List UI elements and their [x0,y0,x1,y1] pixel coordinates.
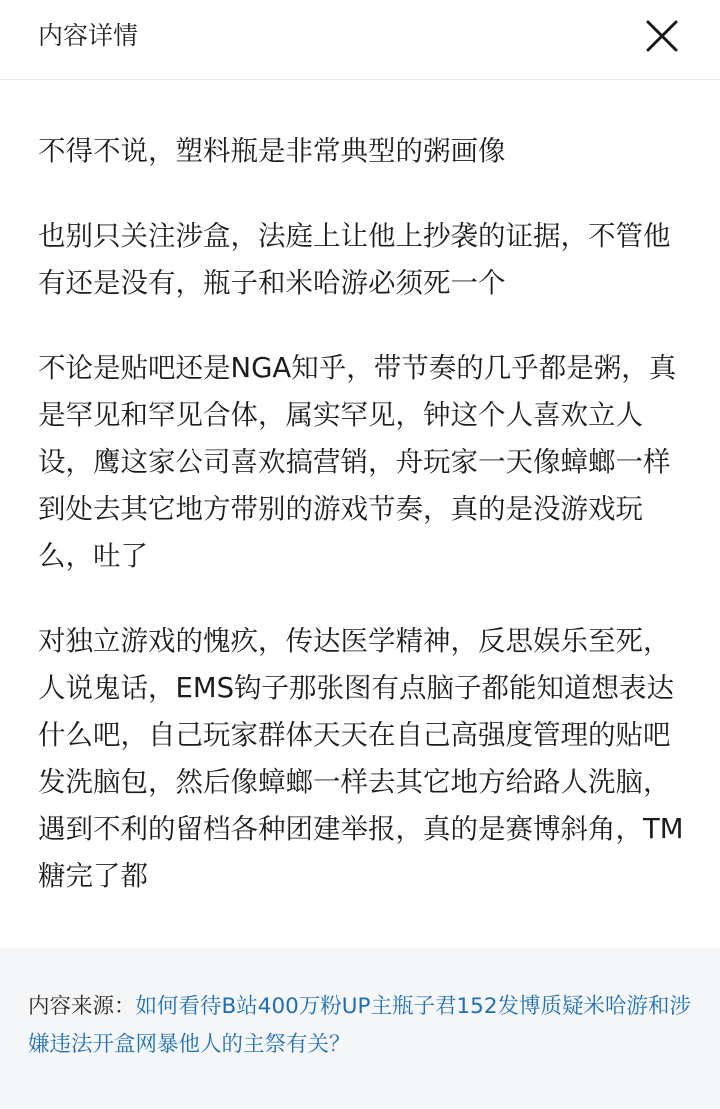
paragraph-1: 不得不说，塑料瓶是非常典型的粥画像 [38,135,506,167]
source-question-link[interactable]: 如何看待B站400万粉UP主瓶子君152发博质疑米哈游和涉嫌违法开盒网暴他人的主祭有关？ [28,994,692,1057]
article-body [38,128,688,938]
paragraph-3: 不论是贴吧还是NGA知乎，带节奏的几乎都是粥，真是罕见和罕见合体，属实罕见，钟这个人喜欢立人设，鹰这家公司喜欢搞营销，舟玩家一天像蟑螂一样到处去其它地方带别的游戏节奏，真的是没游戏玩么，吐了 [38,352,677,572]
close-icon [640,14,684,58]
header-bar [0,0,720,80]
paragraph-2: 也别只关注涉盒，法庭上让他上抄袭的证据，不管他有还是没有，瓶子和米哈游必须死一个 [38,220,671,299]
page-title: 内容详情 [38,21,139,50]
source-label: 内容来源： [28,994,136,1019]
paragraph-4: 对独立游戏的愧疚，传达医学精神，反思娱乐至死，人说鬼话，EMS钩子那张图有点脑子都能知道想表达什么吧，自己玩家群体天天在自己高强度管理的贴吧发洗脑包，然后像蟑螂一样去其它地方给路人洗脑，遇到不利的留档各种团建举报，真的是赛博斜角，TM糖完了都 [38,625,684,892]
close-button[interactable] [640,14,684,58]
source-footer [0,948,720,1109]
source-line [28,988,698,1064]
